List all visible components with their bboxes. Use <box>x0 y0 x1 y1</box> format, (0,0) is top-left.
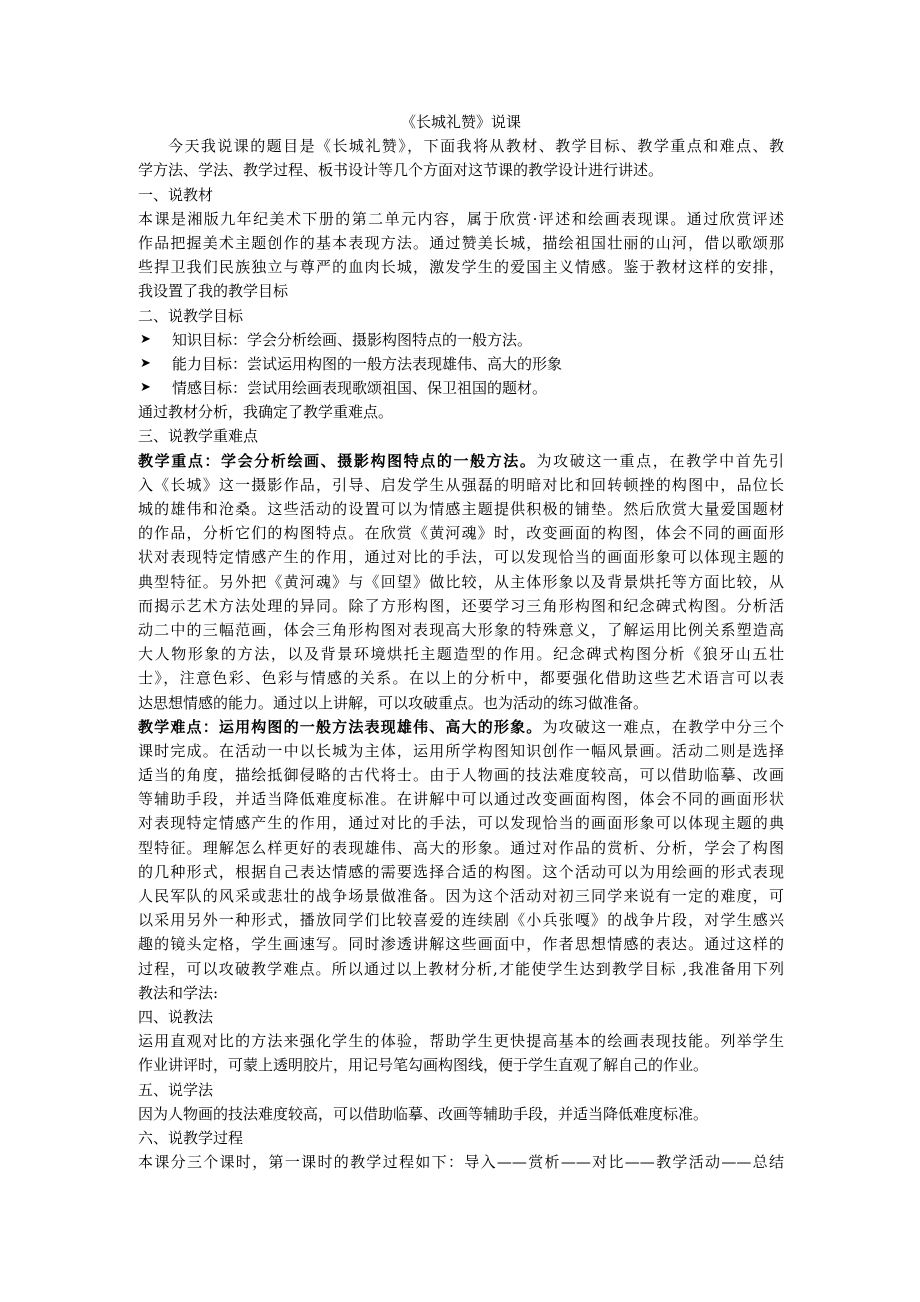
paragraph-line: 作业讲评时，可蒙上透明胶片，用记号笔勾画构图线，便于学生直观了解自己的作业。 <box>138 1056 709 1075</box>
arrow-bullet-icon: ➤ <box>140 380 151 396</box>
arrow-bullet-icon: ➤ <box>140 331 151 347</box>
section-heading: 二、说教学目标 <box>138 306 244 325</box>
paragraph-line: 的几种形式，根据自己表达情感的需要选择合适的构图。这个活动可以为用绘画的形式表现 <box>138 862 784 881</box>
paragraph-line: 过程，可以攻破教学难点。所以通过以上教材分析,才能使学生达到教学目标 ,我准备用下列 <box>138 959 784 978</box>
paragraph-line: 通过教材分析，我确定了教学重难点。 <box>138 403 394 422</box>
key-point-label: 教学重点：学会分析绘画、摄影构图特点的一般方法。 <box>138 451 537 470</box>
goal-text: 知识目标：学会分析绘画、摄影构图特点的一般方法。 <box>172 330 533 349</box>
paragraph-line: 趣的镜头定格，学生画速写。同时渗透讲解这些画面中，作者思想情感的表达。通过这样的 <box>138 935 784 954</box>
section-heading: 六、说教学过程 <box>138 1128 244 1147</box>
difficulty-text: 为攻破这一难点，在教学中分三个 <box>542 717 784 736</box>
paragraph-line: 我设置了我的教学目标 <box>138 282 289 301</box>
document-title: 《长城礼赞》说课 <box>400 113 521 131</box>
paragraph-line: 动二中的三幅范画，体会三角形构图对表现高大形象的特殊意义，了解运用比例关系塑造高 <box>138 620 784 639</box>
paragraph-line: 适当的角度，描绘抵御侵略的古代将士。由于人物画的技法难度较高，可以借助临摹、改画 <box>138 766 784 785</box>
paragraph-line: 些捍卫我们民族独立与尊严的血肉长城，激发学生的爱国主义情感。鉴于教材这样的安排， <box>138 258 784 277</box>
goal-text: 情感目标：尝试用绘画表现歌颂祖国、保卫祖国的题材。 <box>172 379 548 398</box>
intro-line: 今天我说课的题目是《长城礼赞》，下面我将从教材、教学目标、教学重点和难点、教 <box>168 137 784 156</box>
paragraph-line: 本课分三个课时，第一课时的教学过程如下：导入——赏析——对比——教学活动——总结 <box>138 1153 784 1172</box>
paragraph-line: 达思想情感的能力。通过以上讲解，可以攻破重点。也为活动的练习做准备。 <box>138 693 649 712</box>
paragraph-line: 教法和学法: <box>138 983 219 1002</box>
goal-text: 能力目标：尝试运用构图的一般方法表现雄伟、高大的形象 <box>172 354 563 373</box>
intro-line: 学方法、学法、教学过程、板书设计等几个方面对这节课的教学设计进行讲述。 <box>138 161 664 180</box>
paragraph-line: 等辅助手段，并适当降低难度标准。在讲解中可以通过改变画面构图，体会不同的画面形状 <box>138 790 784 809</box>
paragraph-line: 本课是湘版九年纪美术下册的第二单元内容，属于欣赏·评述和绘画表现课。通过欣赏评述 <box>138 209 784 228</box>
paragraph-line: 的作品，分析它们的构图特点。在欣赏《黄河魂》时，改变画面的构图，体会不同的画面形 <box>138 524 784 543</box>
paragraph-line: 入《长城》这一摄影作品，引导、启发学生从强磊的明暗对比和回转顿挫的构图中，品位长 <box>138 475 784 494</box>
section-heading: 三、说教学重难点 <box>138 427 259 446</box>
goal-item <box>138 376 784 400</box>
paragraph-line: 型特征。理解怎么样更好的表现雄伟、高大的形象。通过对作品的赏析、分析，学会了构图 <box>138 838 784 857</box>
key-point-text: 为攻破这一重点，在教学中首先引 <box>536 451 784 470</box>
paragraph-line: 城的雄伟和沧桑。这些活动的设置可以为情感主题提供积极的铺垫。然后欣赏大量爱国题材 <box>138 500 784 518</box>
paragraph-line: 大人物形象的方法，以及背景环境烘托主题造型的作用。纪念碑式构图分析《狼牙山五壮 <box>138 645 784 664</box>
paragraph-line: 以采用另外一种形式，播放同学们比较喜爱的连续剧《小兵张嘎》的战争片段，对学生感兴 <box>138 911 784 930</box>
key-point-first-line <box>138 449 784 473</box>
arrow-bullet-icon: ➤ <box>140 355 151 371</box>
section-heading: 一、说教材 <box>138 185 214 204</box>
paragraph-line: 状对表现特定情感产生的作用，通过对比的手法，可以发现恰当的画面形象可以体现主题的 <box>138 548 784 567</box>
paragraph-line: 士》，注意色彩、色彩与情感的关系。在以上的分析中，都要强化借助这些艺术语言可以表 <box>138 669 784 688</box>
paragraph-line: 典型特征。另外把《黄河魂》与《回望》做比较，从主体形象以及背景烘托等方面比较，从 <box>138 572 784 591</box>
paragraph-line: 因为人物画的技法难度较高，可以借助临摹、改画等辅助手段，并适当降低难度标准。 <box>138 1104 709 1123</box>
document-page <box>138 110 784 1174</box>
paragraph-line: 人民军队的风采或悲壮的战争场景做准备。因为这个活动对初三同学来说有一定的难度，可 <box>138 887 784 905</box>
section-heading: 四、说教法 <box>138 1007 214 1026</box>
paragraph-line: 课时完成。在活动一中以长城为主体，运用所学构图知识创作一幅风景画。活动二则是选择 <box>138 741 784 760</box>
paragraph-line: 运用直观对比的方法来强化学生的体验，帮助学生更快提高基本的绘画表现技能。列举学生 <box>138 1032 784 1051</box>
paragraph-line: 作品把握美术主题创作的基本表现方法。通过赞美长城，描绘祖国壮丽的山河，借以歌颂那 <box>138 233 784 252</box>
paragraph-line: 对表现特定情感产生的作用，通过对比的手法，可以发现恰当的画面形象可以体现主题的典 <box>138 814 784 833</box>
goal-item <box>138 328 784 352</box>
paragraph-line: 而揭示艺术方法处理的异同。除了方形构图，还要学习三角形构图和纪念碑式构图。分析活 <box>138 596 784 615</box>
difficulty-label: 教学难点：运用构图的一般方法表现雄伟、高大的形象。 <box>138 717 543 736</box>
section-heading: 五、说学法 <box>138 1080 214 1099</box>
goal-item <box>138 352 784 376</box>
difficulty-first-line <box>138 715 784 739</box>
